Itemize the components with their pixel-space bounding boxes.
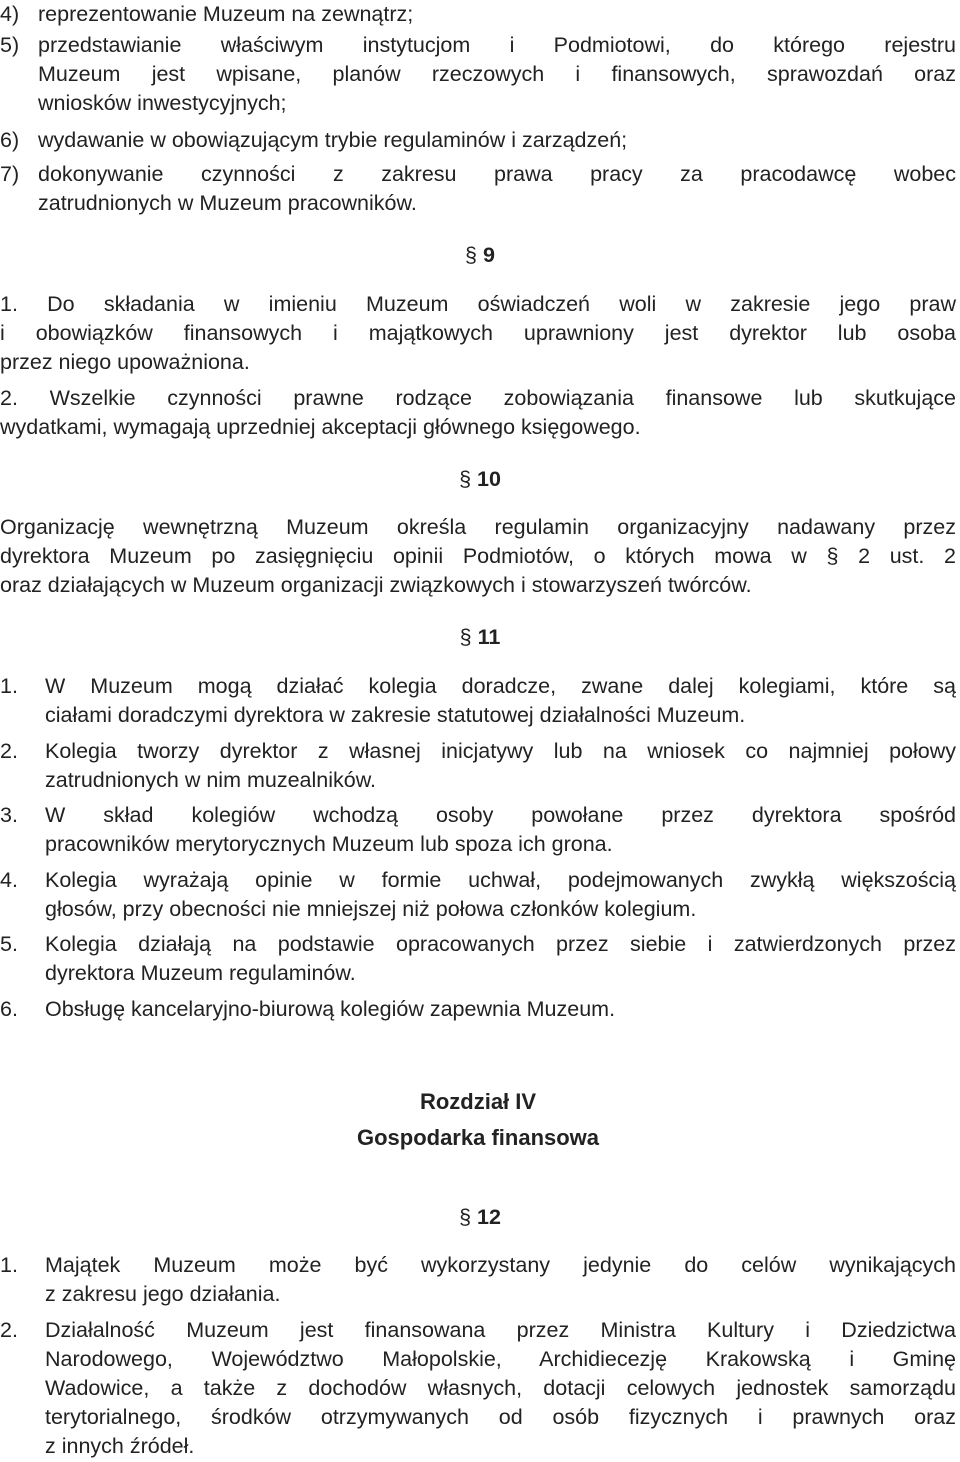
item-line: reprezentowanie Muzeum na zewnątrz; bbox=[38, 2, 414, 26]
item-line: zatrudnionych w Muzeum pracowników. bbox=[38, 191, 417, 215]
paragraph-line: oraz działających w Muzeum organizacji związkowych i stowarzyszeń twórców. bbox=[0, 573, 752, 597]
paragraph-line bbox=[0, 542, 956, 571]
paragraph-line: przez niego upoważniona. bbox=[0, 350, 250, 374]
paragraph-line: i obowiązków finansowych i majątkowych uprawniony jest dyrektor lub osoba bbox=[0, 321, 956, 345]
item-line: Majątek Muzeum może być wykorzystany jedynie do celów wynikających bbox=[45, 1253, 956, 1277]
item-number: 6. bbox=[0, 997, 18, 1021]
item-text bbox=[38, 0, 956, 29]
item-number: 3. bbox=[0, 803, 18, 827]
paragraph-line: Organizację wewnętrzną Muzeum określa regulamin organizacyjny nadawany przez bbox=[0, 515, 956, 539]
item-number: 7) bbox=[0, 162, 20, 186]
item-line: Kolegia działają na podstawie opracowanych przez siebie i zatwierdzonych przez bbox=[45, 932, 956, 956]
item-number: 6) bbox=[0, 128, 20, 152]
item-number: 1. bbox=[0, 1253, 18, 1277]
item-line: dokonywanie czynności z zakresu prawa pracy za pracodawcę wobec bbox=[38, 162, 956, 186]
item-number: 5) bbox=[0, 33, 20, 57]
item-line: przedstawianie właściwym instytucjom i Podmiotowi, do którego rejestru bbox=[38, 33, 956, 57]
item-text bbox=[45, 672, 956, 730]
section-symbol: § bbox=[459, 625, 472, 649]
item-text bbox=[45, 737, 956, 795]
item-text bbox=[45, 801, 956, 859]
item-line: Wadowice, a także z dochodów własnych, dotacji celowych jednostek samorządu bbox=[45, 1376, 956, 1400]
chapter-subtitle: Gospodarka finansowa bbox=[356, 1125, 600, 1150]
section-symbol: § bbox=[465, 243, 477, 267]
chapter-title: Rozdział IV bbox=[419, 1089, 537, 1114]
section-symbol: § bbox=[459, 1205, 472, 1229]
text-run: 2 ust. 2 bbox=[858, 544, 956, 568]
section-heading-11 bbox=[0, 623, 960, 652]
item-line: W skład kolegiów wchodzą osoby powołane przez dyrektora spośród bbox=[45, 803, 956, 827]
section-heading-9 bbox=[0, 241, 960, 270]
paragraph bbox=[0, 513, 956, 600]
item-line: Kolegia wyrażają opinie w formie uchwał, podejmowanych zwykłą większością bbox=[45, 868, 956, 892]
paragraph-line: 1. Do składania w imieniu Muzeum oświadczeń woli w zakresie jego praw bbox=[0, 292, 956, 316]
section-number: 9 bbox=[482, 243, 495, 267]
item-line: Narodowego, Województwo Małopolskie, Archidiecezję Krakowską i Gminę bbox=[45, 1347, 956, 1371]
item-line: dyrektora Muzeum regulaminów. bbox=[45, 961, 356, 985]
item-text bbox=[38, 126, 956, 155]
item-text bbox=[38, 31, 956, 118]
item-line: zatrudnionych w nim muzealników. bbox=[45, 768, 377, 792]
section-symbol: § bbox=[459, 467, 472, 491]
item-line: z zakresu jego działania. bbox=[45, 1282, 281, 1306]
item-number: 2. bbox=[0, 739, 18, 763]
section-heading-10 bbox=[0, 465, 960, 494]
item-line: Muzeum jest wpisane, planów rzeczowych i finansowych, sprawozdań oraz bbox=[38, 62, 956, 86]
item-line: ciałami doradczymi dyrektora w zakresie statutowej działalności Muzeum. bbox=[45, 703, 746, 727]
item-line: pracowników merytorycznych Muzeum lub spoza ich grona. bbox=[45, 832, 613, 856]
text-run: dyrektora Muzeum po zasięgnięciu opinii Podmiotów, o których mowa w bbox=[0, 544, 807, 568]
item-number: 5. bbox=[0, 932, 18, 956]
item-line: wniosków inwestycyjnych; bbox=[38, 91, 287, 115]
item-text bbox=[45, 1316, 956, 1461]
item-text bbox=[45, 930, 956, 988]
item-line: terytorialnego, środków otrzymywanych od osób fizycznych i prawnych oraz bbox=[45, 1405, 956, 1429]
item-line: wydawanie w obowiązującym trybie regulaminów i zarządzeń; bbox=[38, 128, 628, 152]
item-number: 1. bbox=[0, 674, 18, 698]
section-number: 12 bbox=[477, 1205, 501, 1229]
item-line: W Muzeum mogą działać kolegia doradcze, zwane dalej kolegiami, które są bbox=[45, 674, 956, 698]
item-line: z innych źródeł. bbox=[45, 1434, 195, 1458]
paragraph bbox=[0, 384, 956, 442]
item-text bbox=[45, 995, 956, 1024]
item-text bbox=[45, 866, 956, 924]
item-line: Działalność Muzeum jest finansowana przez Ministra Kultury i Dziedzictwa bbox=[45, 1318, 956, 1342]
paragraph-line: wydatkami, wymagają uprzedniej akceptacji głównego księgowego. bbox=[0, 415, 641, 439]
item-line: Kolegia tworzy dyrektor z własnej inicjatywy lub na wniosek co najmniej połowy bbox=[45, 739, 956, 763]
item-number: 2. bbox=[0, 1318, 18, 1342]
item-line: głosów, przy obecności nie mniejszej niż połowa członków kolegium. bbox=[45, 897, 697, 921]
section-number: 11 bbox=[477, 625, 501, 649]
item-number: 4. bbox=[0, 868, 18, 892]
section-symbol: § bbox=[826, 544, 839, 568]
paragraph bbox=[0, 290, 956, 377]
section-heading-12 bbox=[0, 1203, 960, 1232]
item-number: 4) bbox=[0, 2, 20, 26]
section-number: 10 bbox=[477, 467, 501, 491]
paragraph-line: 2. Wszelkie czynności prawne rodzące zobowiązania finansowe lub skutkujące bbox=[0, 386, 956, 410]
item-text bbox=[38, 160, 956, 218]
item-text bbox=[45, 1251, 956, 1309]
item-line: Obsługę kancelaryjno-biurową kolegiów zapewnia Muzeum. bbox=[45, 997, 616, 1021]
